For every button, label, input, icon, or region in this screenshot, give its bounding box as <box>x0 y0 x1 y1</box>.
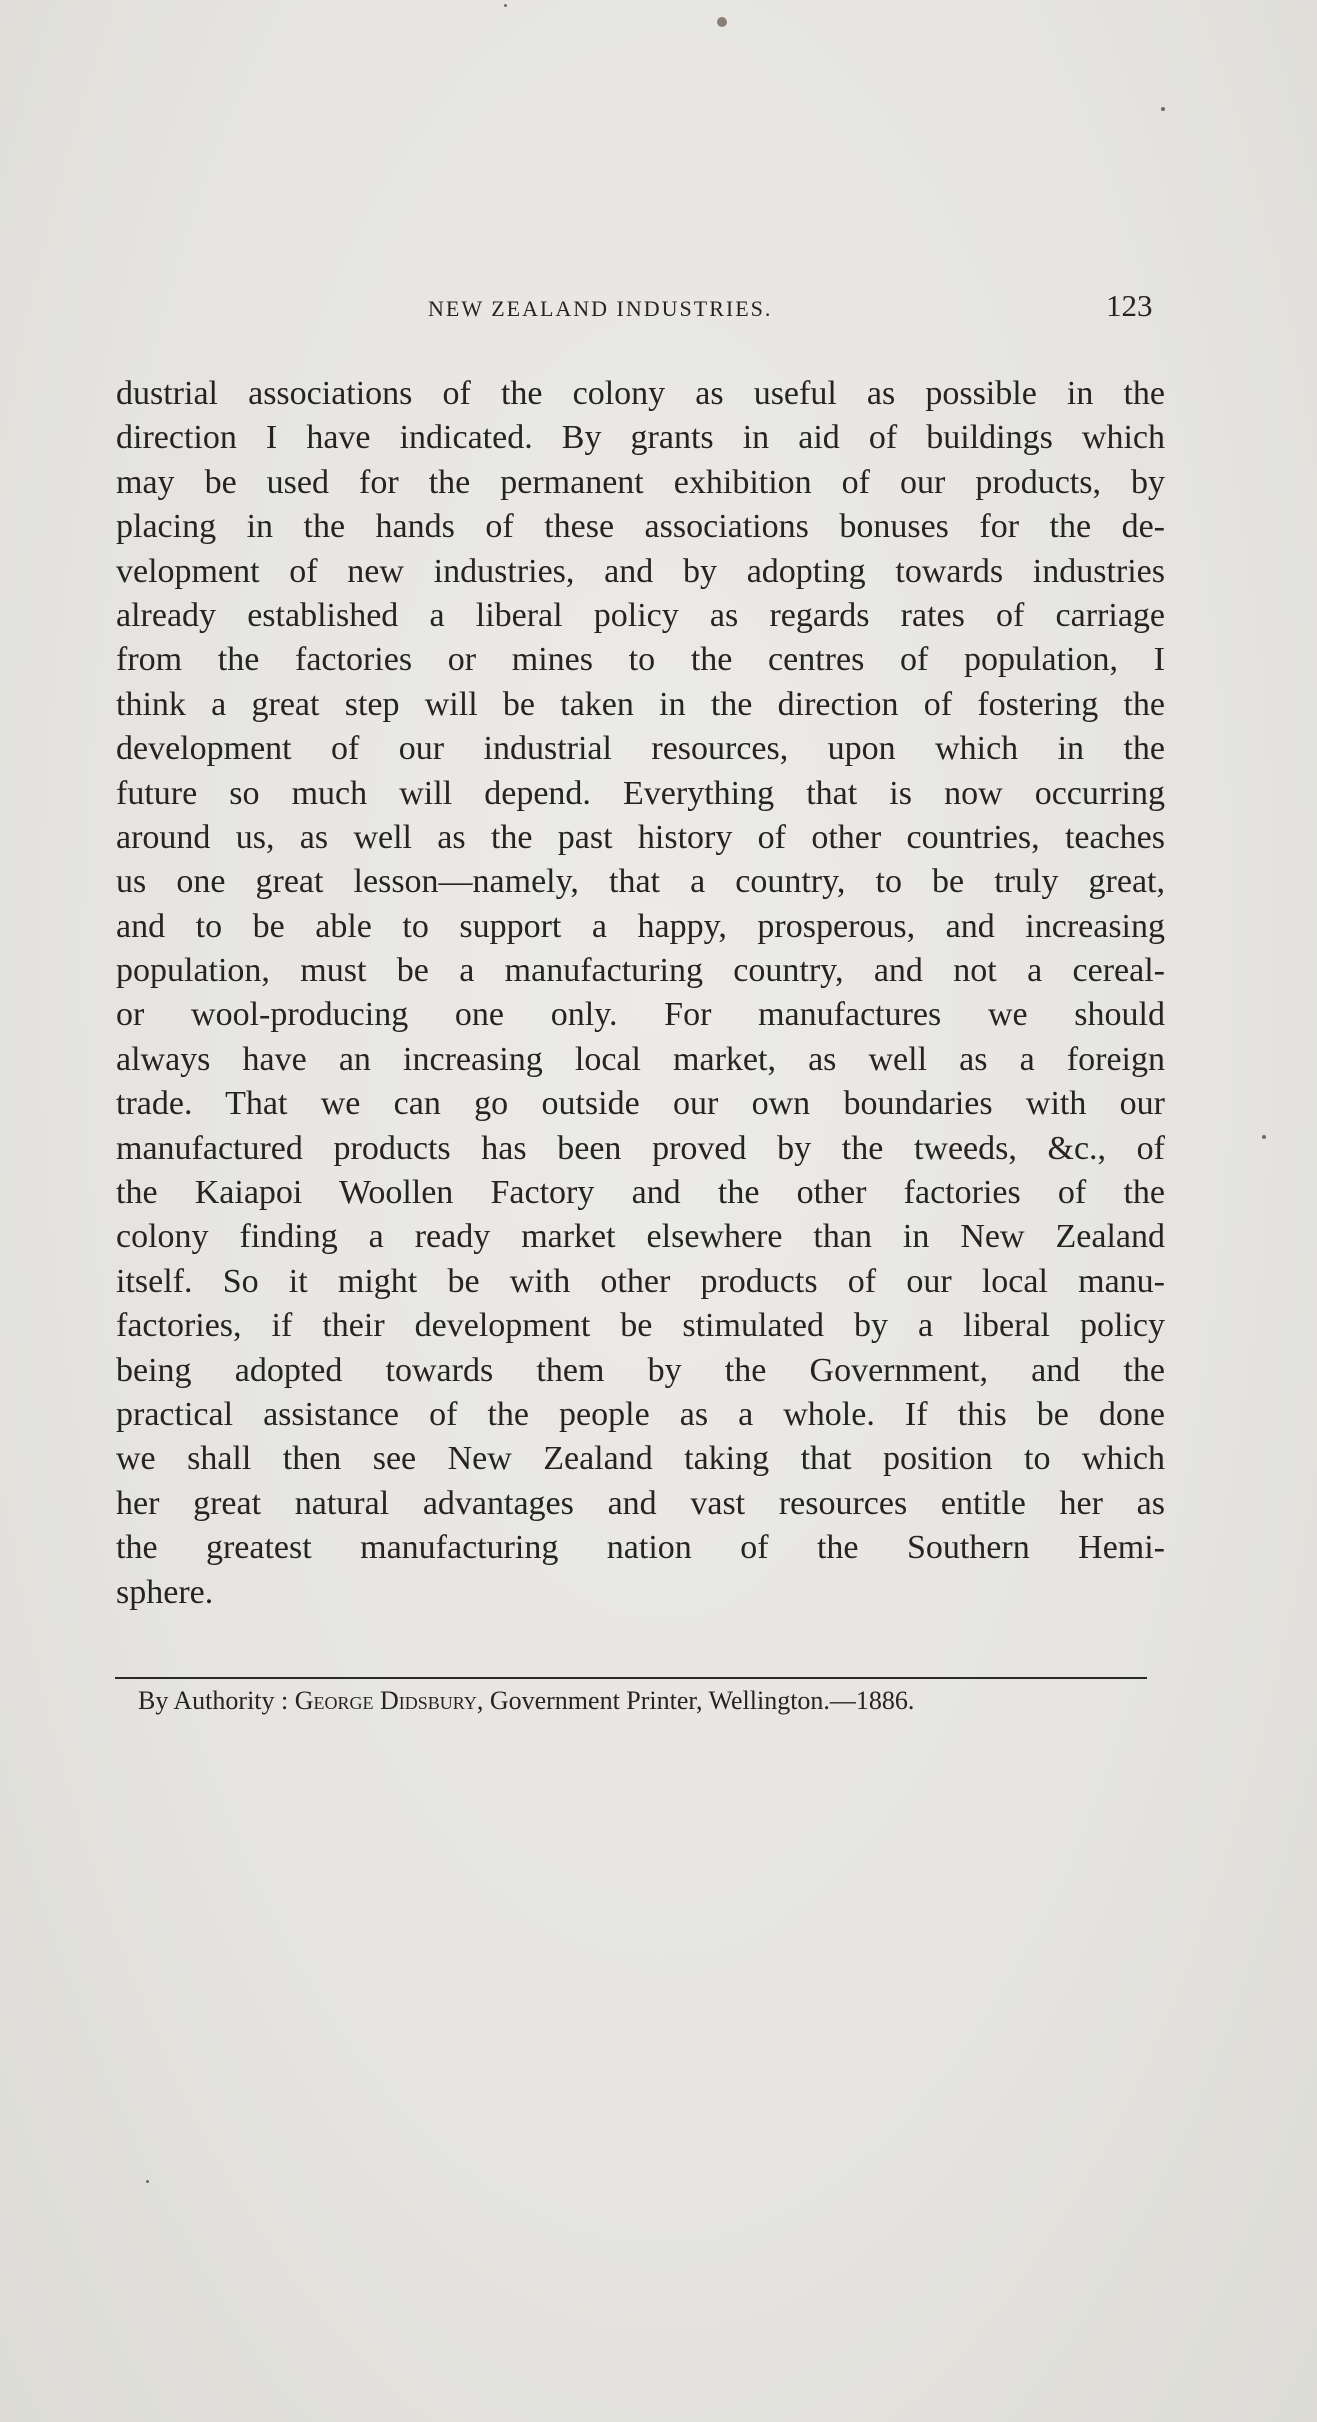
running-head <box>0 288 1317 332</box>
text-line: her great natural advantages and vast resources entitle her as <box>116 1484 1165 1522</box>
paper-speck <box>504 4 507 7</box>
running-title: NEW ZEALAND INDUSTRIES. <box>428 296 773 321</box>
text-line: always have an increasing local market, as well as a foreign <box>116 1040 1165 1078</box>
text-line: velopment of new industries, and by adopting towards industries <box>116 552 1165 590</box>
text-line: manufactured products has been proved by the tweeds, &c., of <box>116 1129 1165 1167</box>
text-line: trade. That we can go outside our own boundaries with our <box>116 1085 1165 1123</box>
body-paragraph <box>116 372 1165 1615</box>
text-line: future so much will depend. Everything that is now occurring <box>116 774 1165 812</box>
paper-speck <box>1262 1135 1266 1139</box>
imprint-prefix: By Authority : <box>138 1686 289 1715</box>
text-line: may be used for the permanent exhibition of our products, by <box>116 463 1165 501</box>
text-line: around us, as well as the past history of other countries, teaches <box>116 818 1165 856</box>
paper-speck <box>717 17 727 27</box>
text-line: the greatest manufacturing nation of the Southern Hemi- <box>116 1529 1165 1567</box>
imprint-suffix: , Government Printer, Wellington.—1886. <box>476 1686 915 1715</box>
text-line: itself. So it might be with other products of our local manu- <box>116 1262 1165 1300</box>
printer-imprint <box>138 1686 914 1716</box>
text-line: us one great lesson—namely, that a country, to be truly great, <box>116 863 1165 901</box>
divider-rule <box>115 1677 1147 1679</box>
text-line: factories, if their development be stimulated by a liberal policy <box>116 1307 1165 1345</box>
text-line: practical assistance of the people as a whole. If this be done <box>116 1395 1165 1433</box>
text-line: development of our industrial resources, upon which in the <box>116 730 1165 768</box>
text-line: and to be able to support a happy, prosperous, and increasing <box>116 907 1165 945</box>
text-line: or wool-producing one only. For manufactures we should <box>116 996 1165 1034</box>
text-line: from the factories or mines to the centres of population, I <box>116 641 1165 679</box>
page-number: 123 <box>1106 288 1153 323</box>
text-line: being adopted towards them by the Government, and the <box>116 1351 1165 1389</box>
text-line: dustrial associations of the colony as useful as possible in the <box>116 375 1165 412</box>
text-line: population, must be a manufacturing country, and not a cereal- <box>116 952 1165 990</box>
text-line: sphere. <box>116 1573 214 1611</box>
text-line: placing in the hands of these associations bonuses for the de- <box>116 508 1165 546</box>
printer-name: George Didsbury <box>294 1686 477 1715</box>
text-line: the Kaiapoi Woollen Factory and the other factories of the <box>116 1174 1165 1212</box>
paper-speck <box>1161 107 1165 111</box>
text-line: think a great step will be taken in the direction of fostering the <box>116 685 1165 723</box>
text-line: already established a liberal policy as regards rates of carriage <box>116 596 1165 634</box>
text-line: we shall then see New Zealand taking that position to which <box>116 1440 1165 1478</box>
paper-speck <box>146 2180 149 2183</box>
text-line: direction I have indicated. By grants in aid of buildings which <box>116 419 1165 457</box>
text-line: colony finding a ready market elsewhere than in New Zealand <box>116 1218 1165 1256</box>
